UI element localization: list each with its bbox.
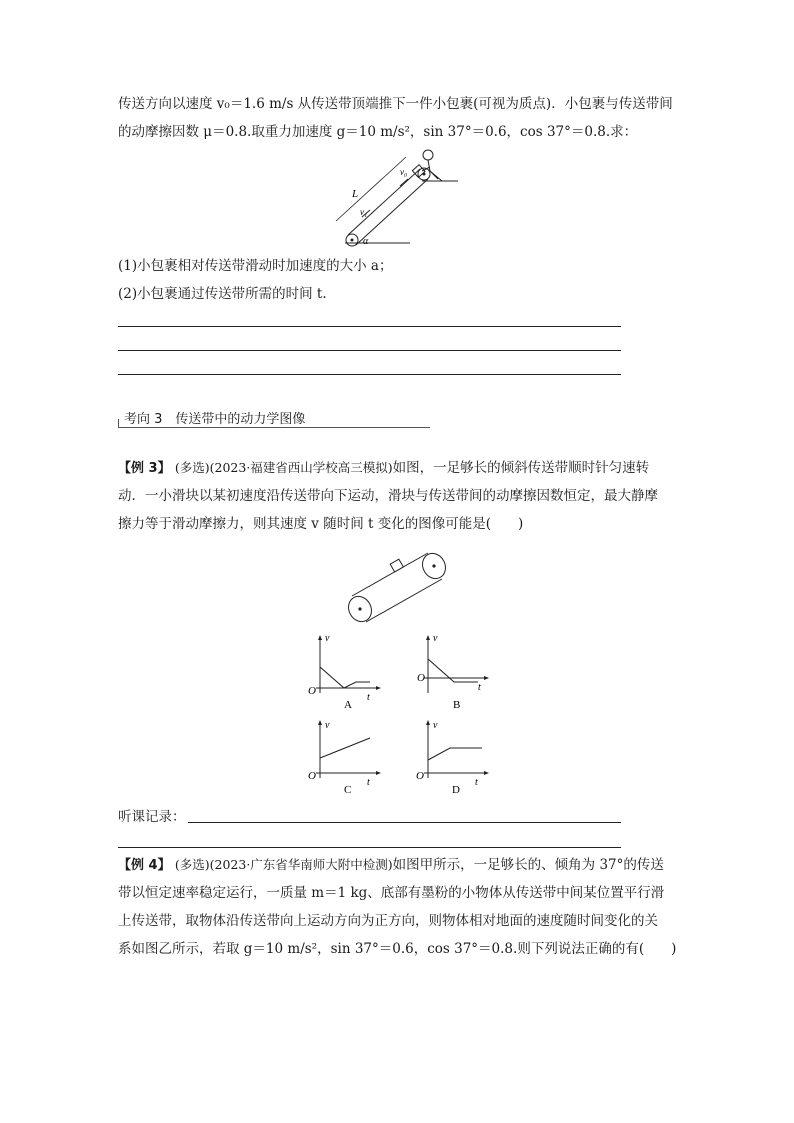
problem-line-2: 的动摩擦因数 μ＝0.8.取重力加速度 g＝10 m/s²，sin 37°＝0.6，cos 37°＝0.8.求： [118,124,638,140]
inclined-belt-figure [340,546,455,626]
graph-D-axis-v: v [433,720,438,731]
graph-A-origin: O [308,685,316,697]
answer-line-2[interactable] [118,350,621,351]
graph-D-origin: O [416,770,424,782]
graph-B [416,633,496,713]
graph-D-axis-t: t [475,777,478,788]
graph-B-axis-t: t [478,682,481,693]
graph-C [308,718,388,798]
question-1: (1)小包裹相对传送带滑动时加速度的大小 a； [118,258,393,274]
graph-A [308,633,388,713]
example4-line-4: 系如图乙所示，若取 g＝10 m/s²，sin 37°＝0.6，cos 37°＝0.8.则下列说法正确的有( ) [118,941,677,957]
notes-line-2[interactable] [118,847,621,848]
question-2: (2)小包裹通过传送带所需的时间 t. [118,286,327,302]
conveyor-figure-top [330,145,460,250]
example3-source: (多选)(2023·福建省西山学校高三模拟) [174,460,393,475]
example3-label: 【例 3】 [118,461,171,476]
problem-line-1: 传送方向以速度 v₀＝1.6 m/s 从传送带顶端推下一件小包裹(可视为质点)．小包裹与传送带间 [118,96,673,112]
graph-D [416,718,496,798]
graph-C-axis-t: t [367,777,370,788]
label-v1: v₁ [360,207,368,217]
example4-line1-text: 如图甲所示，一足够长的、倾角为 37°的传送 [392,857,664,873]
example3-line-2: 动．一小滑块以某初速度沿传送带向下运动，滑块与传送带间的动摩擦因数恒定，最大静摩 [118,488,658,504]
section-title: 考向 3 传送带中的动力学图像 [124,412,306,427]
graph-B-letter: B [453,699,461,711]
graph-B-origin: O [417,672,425,684]
label-L: L [352,188,359,200]
graph-C-axis-v: v [325,720,330,731]
label-alpha: α [363,236,369,247]
graph-B-axis-v: v [433,633,438,644]
graph-A-letter: A [344,699,352,711]
graph-A-axis-t: t [367,692,370,703]
notes-label: 听课记录： [118,809,186,825]
example3-line1-text: 如图，一足够长的倾斜传送带顺时针匀速转 [392,460,650,476]
answer-line-1[interactable] [118,326,621,327]
graph-D-letter: D [452,784,460,796]
example3-line-1 [118,458,649,479]
section-heading [118,405,430,429]
graph-C-letter: C [344,784,352,796]
notes-line-1[interactable] [188,822,621,823]
example4-label: 【例 4】 [118,858,171,873]
section-underline [118,427,430,428]
answer-line-3[interactable] [118,374,621,375]
example4-line-1 [118,855,664,876]
label-v0: v₀ [400,167,408,177]
graph-A-axis-v: v [325,633,330,644]
example3-line-3: 擦力等于滑动摩擦力，则其速度 v 随时间 t 变化的图像可能是( ) [118,516,524,532]
graph-C-origin: O [308,770,316,782]
example4-source: (多选)(2023·广东省华南师大附中检测) [174,857,393,872]
example4-line-2: 带以恒定速率稳定运行，一质量 m＝1 kg、底部有墨粉的小物体从传送带中间某位置平行滑 [118,885,665,901]
example4-line-3: 上传送带，取物体沿传送带向上运动方向为正方向，则物体相对地面的速度随时间变化的关 [118,913,658,929]
